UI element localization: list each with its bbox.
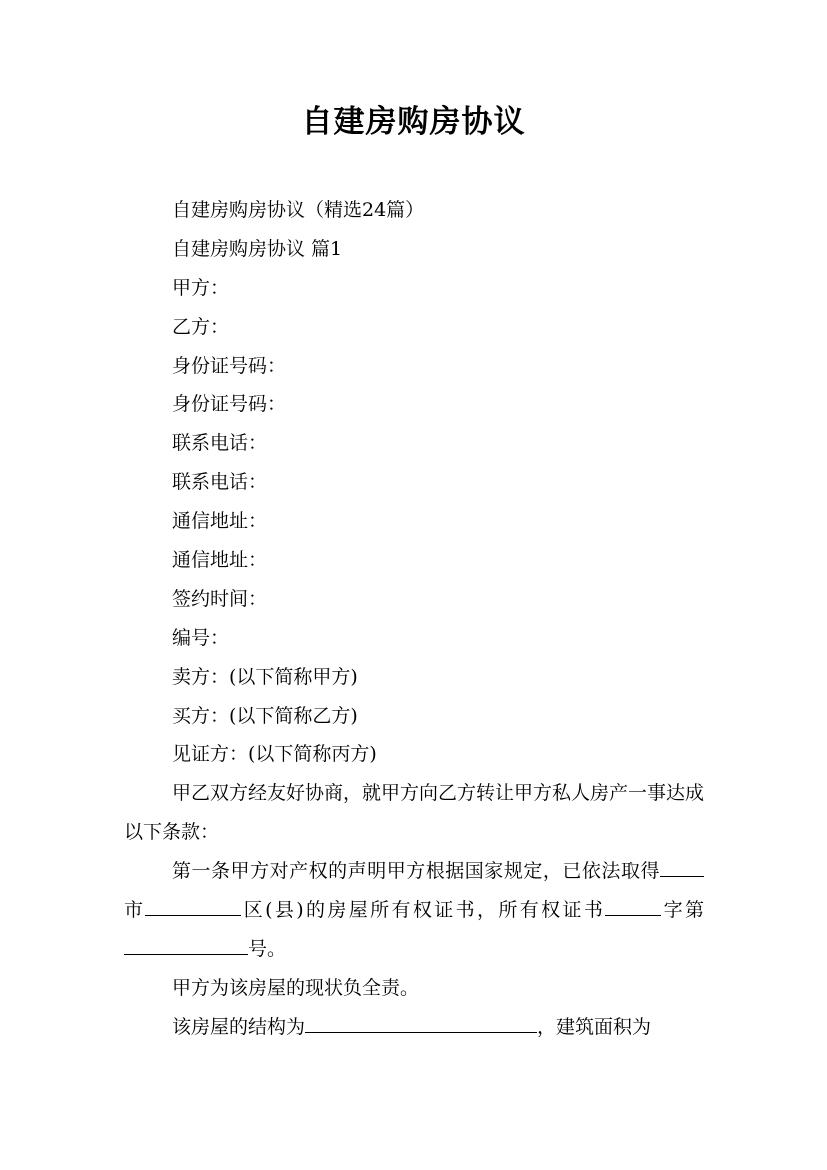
paragraph-agreement-intro: 甲乙双方经友好协商，就甲方向乙方转让甲方私人房产一事达成以下条款： bbox=[124, 782, 705, 844]
structure-text-1: 该房屋的结构为 bbox=[172, 1015, 306, 1038]
document-body bbox=[124, 191, 704, 1047]
article-one-text-5: 号。 bbox=[248, 937, 287, 960]
address-field-b: 通信地址： bbox=[172, 549, 268, 572]
phone-field-b: 联系电话： bbox=[172, 471, 268, 494]
certificate-prefix-blank bbox=[605, 895, 661, 916]
subtitle-line: 自建房购房协议（精选24篇） bbox=[172, 199, 425, 221]
article-one-text-4: 字第 bbox=[661, 899, 704, 922]
signing-time-field: 签约时间： bbox=[172, 587, 268, 610]
structure-text-2: ，建筑面积为 bbox=[537, 1015, 652, 1038]
structure-blank bbox=[305, 1012, 537, 1033]
paragraph-article-one bbox=[124, 852, 704, 969]
seller-line: 卖方：(以下简称甲方) bbox=[172, 665, 358, 688]
party-a-field: 甲方： bbox=[172, 276, 230, 299]
certificate-number-blank bbox=[124, 934, 248, 955]
article-one-text-2: 市 bbox=[124, 899, 146, 922]
paragraph-structure bbox=[124, 1008, 704, 1047]
id-number-field-b: 身份证号码： bbox=[172, 393, 287, 416]
city-blank bbox=[660, 856, 704, 877]
number-field: 编号： bbox=[172, 626, 230, 649]
id-number-field-a: 身份证号码： bbox=[172, 354, 287, 377]
witness-line: 见证方：(以下简称丙方) bbox=[172, 743, 377, 766]
page-title: 自建房购房协议 bbox=[301, 104, 526, 140]
district-blank bbox=[145, 895, 241, 916]
party-b-field: 乙方： bbox=[172, 315, 230, 338]
paragraph-responsibility: 甲方为该房屋的现状负全责。 bbox=[172, 976, 420, 999]
article-one-text-3: 区(县)的房屋所有权证书，所有权证书 bbox=[241, 899, 606, 922]
phone-field-a: 联系电话： bbox=[172, 432, 268, 455]
article-one-text-1: 第一条甲方对产权的声明甲方根据国家规定，已依法取得 bbox=[172, 860, 660, 883]
section-heading: 自建房购房协议 篇1 bbox=[172, 237, 343, 260]
address-field-a: 通信地址： bbox=[172, 510, 268, 533]
buyer-line: 买方：(以下简称乙方) bbox=[172, 704, 358, 727]
